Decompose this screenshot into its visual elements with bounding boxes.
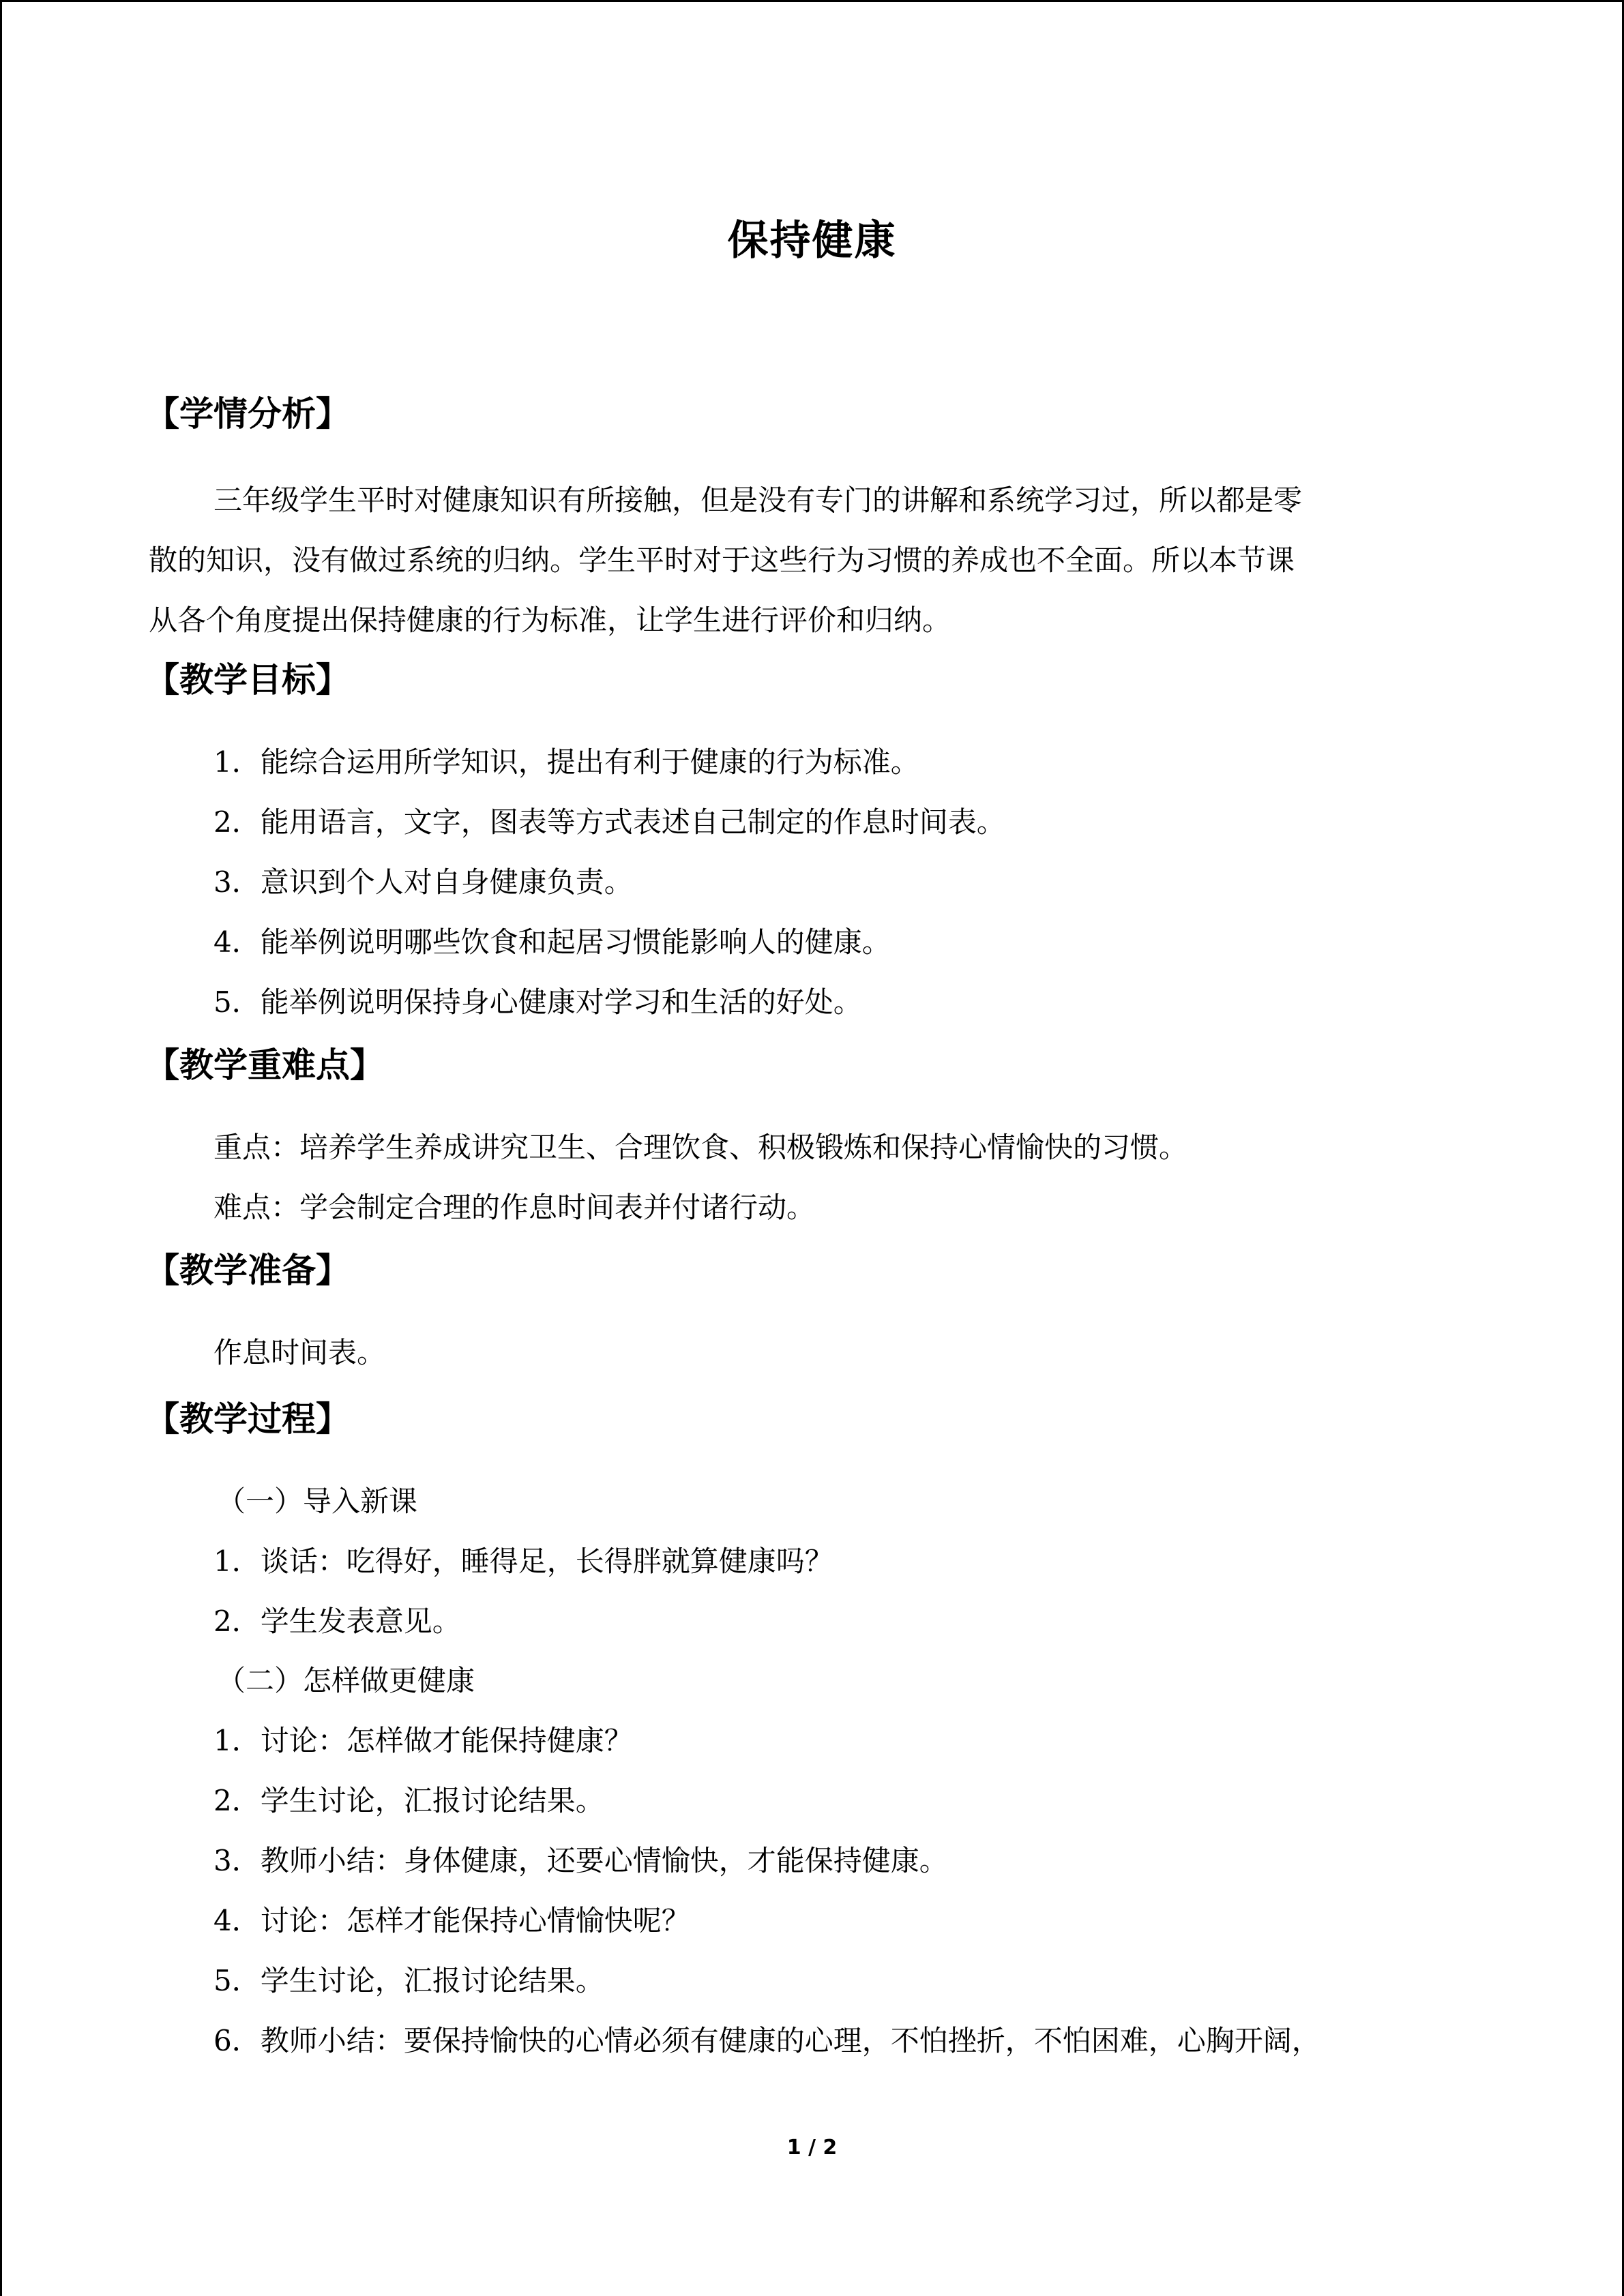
section-heading-analysis: 【学情分析】 <box>145 394 350 434</box>
keypoint-item: 难点：学会制定合理的作息时间表并付诸行动。 <box>213 1191 816 1224</box>
preparation-item: 作息时间表。 <box>213 1336 386 1369</box>
document-title: 保持健康 <box>727 217 897 265</box>
keypoint-item: 重点：培养学生养成讲究卫生、合理饮食、积极锻炼和保持心情愉快的习惯。 <box>213 1131 1188 1164</box>
process-item: 6．教师小结：要保持愉快的心情必须有健康的心理，不怕挫折，不怕困难，心胸开阔， <box>213 2024 1320 2057</box>
process-item: 3．教师小结：身体健康，还要心情愉快，才能保持健康。 <box>213 1844 948 1877</box>
process-subheading: （二）怎样做更健康 <box>217 1664 475 1697</box>
process-item: 1．谈话：吃得好，睡得足，长得胖就算健康吗？ <box>213 1545 833 1578</box>
process-item: 1．讨论：怎样做才能保持健康？ <box>213 1724 633 1757</box>
section-heading-goals: 【教学目标】 <box>145 660 350 700</box>
analysis-line: 散的知识，没有做过系统的归纳。学生平时对于这些行为习惯的养成也不全面。所以本节课 <box>149 543 1295 577</box>
section-heading-keypoints: 【教学重难点】 <box>145 1045 384 1085</box>
analysis-line: 从各个角度提出保持健康的行为标准，让学生进行评价和归纳。 <box>149 603 951 637</box>
goal-item: 3．意识到个人对自身健康负责。 <box>213 865 633 899</box>
process-subheading: （一）导入新课 <box>217 1485 418 1518</box>
process-item: 2．学生发表意见。 <box>213 1605 461 1638</box>
process-item: 2．学生讨论，汇报讨论结果。 <box>213 1784 604 1817</box>
goal-item: 4．能举例说明哪些饮食和起居习惯能影响人的健康。 <box>213 925 891 959</box>
goal-item: 1．能综合运用所学知识，提出有利于健康的行为标准。 <box>213 745 919 779</box>
goal-item: 2．能用语言，文字，图表等方式表述自己制定的作息时间表。 <box>213 805 1005 839</box>
section-heading-preparation: 【教学准备】 <box>145 1251 350 1290</box>
page-number: 1 / 2 <box>786 2136 838 2160</box>
process-item: 5．学生讨论，汇报讨论结果。 <box>213 1964 604 1997</box>
section-heading-process: 【教学过程】 <box>145 1399 350 1439</box>
analysis-line: 三年级学生平时对健康知识有所接触，但是没有专门的讲解和系统学习过，所以都是零 <box>213 483 1303 517</box>
goal-item: 5．能举例说明保持身心健康对学习和生活的好处。 <box>213 985 862 1019</box>
analysis-paragraph <box>149 471 1458 651</box>
process-item: 4．讨论：怎样才能保持心情愉快呢？ <box>213 1904 690 1937</box>
